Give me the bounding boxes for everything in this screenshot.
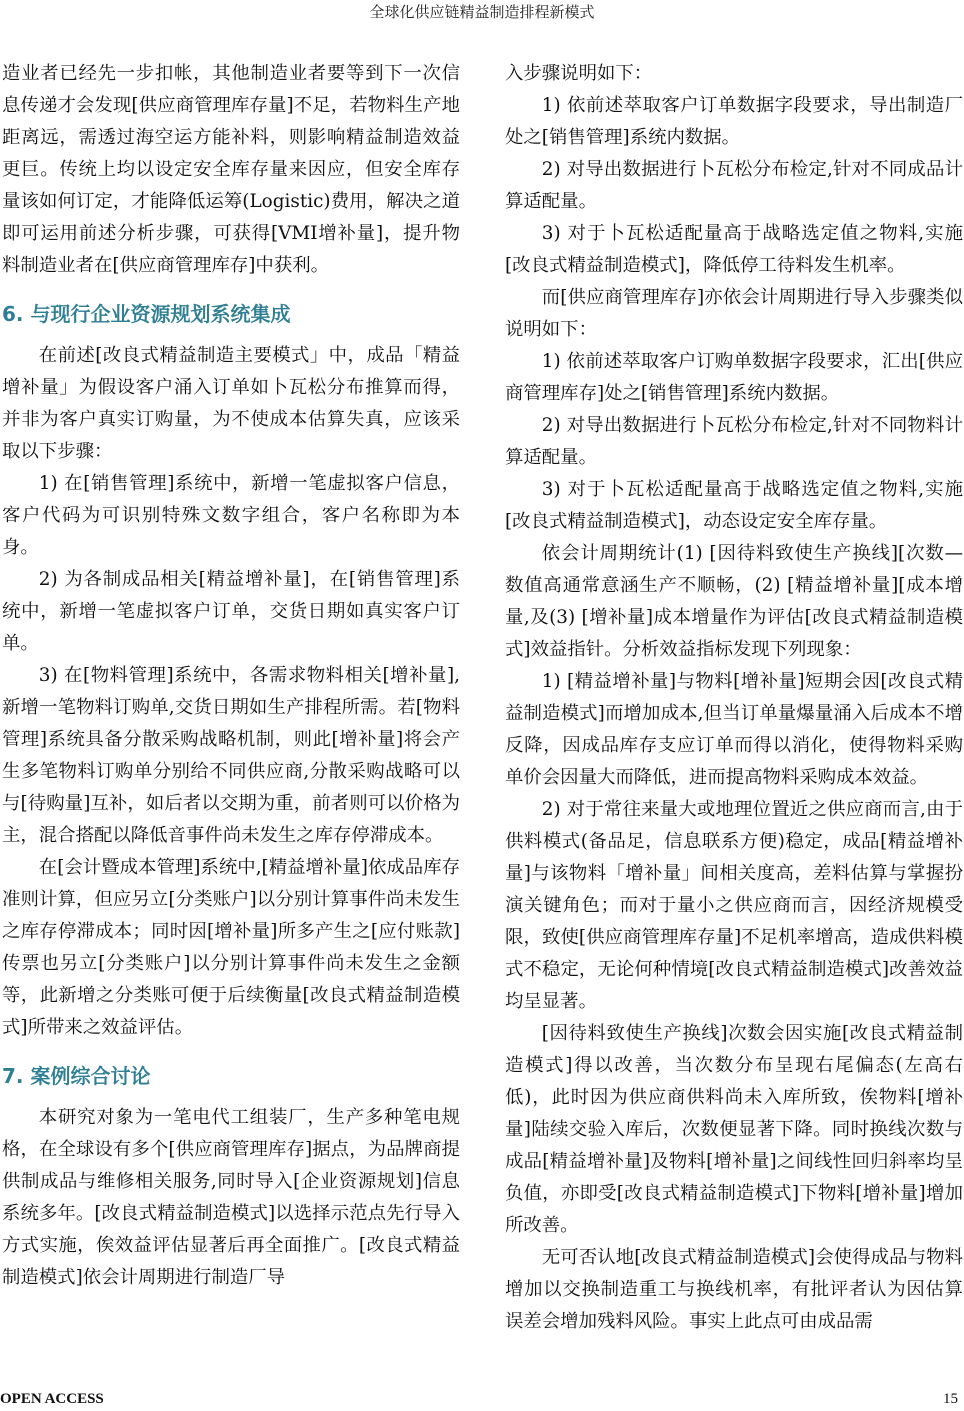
list-item: 1) 依前述萃取客户订购单数据字段要求，汇出[供应商管理库存]处之[销售管理]系统内数据。 <box>505 351 963 404</box>
right-column <box>505 58 963 1338</box>
journal-label: OPEN ACCESS <box>0 1391 104 1407</box>
list-item: 1) 依前述萃取客户订单数据字段要求，导出制造厂处之[销售管理]系统内数据。 <box>505 95 963 148</box>
list-item: 3) 对于卜瓦松适配量高于战略选定值之物料,实施[改良式精益制造模式]，动态设定安全库存量。 <box>505 479 963 532</box>
list-item: 2) 对导出数据进行卜瓦松分布检定,针对不同成品计算适配量。 <box>505 159 963 212</box>
paragraph: 本研究对象为一笔电代工组装厂，生产多种笔电规格，在全球设有多个[供应商管理库存]据点，为品牌商提供制成品与维修相关服务,同时导入[企业资源规划]信息系统多年。[改良式精益制造模式]以选择示范点先行导入方式实施，俟效益评估显著后再全面推广。[改良式精益制造模式]依会计周期进行制造厂导 <box>2 1107 460 1288</box>
list-item: 1) 在[销售管理]系统中，新增一笔虚拟客户信息，客户代码为可识别特殊文数字组合，客户名称即为本身。 <box>2 473 460 558</box>
paragraph: 在[会计暨成本管理]系统中,[精益增补量]依成品库存准则计算，但应另立[分类账户]以分别计算事件尚未发生之库存停滞成本；同时因[增补量]所多产生之[应付账款]传票也另立[分类账户]以分别计算事件尚未发生之金额等，此新增之分类账可便于后续衡量[改良式精益制造模式]所带来之效益评估。 <box>2 857 460 1038</box>
paragraph: 入步骤说明如下： <box>505 63 653 84</box>
list-item: 2) 对于常往来量大或地理位置近之供应商而言,由于供料模式(备品足，信息联系方便)稳定，成品[精益增补量]与该物料「增补量」间相关度高，差料估算与掌握扮演关键角色；而对于量小之供应商而言，因经济规模受限，致使[供应商管理库存量]不足机率增高，造成供料模式不稳定，无论何种情境[改良式精益制造模式]改善效益均呈显著。 <box>505 799 963 1012</box>
section-heading-7: 7. 案例综合讨论 <box>2 1064 151 1088</box>
page-number: 15 <box>943 1391 958 1407</box>
paragraph: [因待料致使生产换线]次数会因实施[改良式精益制造模式]得以改善，当次数分布呈现右尾偏态(左高右低)，此时因为供应商供料尚未入库所致，俟物料[增补量]陆续交验入库后，次数便显著下降。同时换线次数与成品[精益增补量]及物料[增补量]之间线性回归斜率均呈负值，亦即受[改良式精益制造模式]下物料[增补量]增加所改善。 <box>505 1023 963 1236</box>
paragraph: 造业者已经先一步扣帐，其他制造业者要等到下一次信息传递才会发现[供应商管理库存量]不足，若物料生产地距离远，需透过海空运方能补料，则影响精益制造效益更巨。传统上均以设定安全库存量来因应，但安全库存量该如何订定，才能降低运筹(Logistic)费用，解决之道即可运用前述分析步骤，可获得[VMI增补量]，提升物料制造业者在[供应商管理库存]中获利。 <box>2 63 460 276</box>
paragraph: 在前述[改良式精益制造主要模式」中，成品「精益增补量」为假设客户涌入订单如卜瓦松分布推算而得，并非为客户真实订购量，为不使成本估算失真，应该采取以下步骤： <box>2 345 460 462</box>
list-item: 1) [精益增补量]与物料[增补量]短期会因[改良式精益制造模式]而增加成本,但当订单量爆量涌入后成本不增反降，因成品库存支应订单而得以消化，使得物料采购单价会因量大而降低，进而提高物料采购成本效益。 <box>505 671 963 788</box>
paragraph: 无可否认地[改良式精益制造模式]会使得成品与物料增加以交换制造重工与换线机率，有批评者认为因估算误差会增加残料风险。事实上此点可由成品需 <box>505 1247 963 1332</box>
section-heading-6: 6. 与现行企业资源规划系统集成 <box>2 302 291 326</box>
running-title: 全球化供应链精益制造排程新模式 <box>369 3 595 21</box>
list-item: 3) 在[物料管理]系统中，各需求物料相关[增补量],新增一笔物料订购单,交货日期如生产排程所需。若[物料管理]系统具备分散采购战略机制，则此[增补量]将会产生多笔物料订购单分别给不同供应商,分散采购战略可以与[待购量]互补，如后者以交期为重，前者则可以价格为主，混合搭配以降低音事件尚未发生之库存停滞成本。 <box>2 665 460 846</box>
list-item: 2) 对导出数据进行卜瓦松分布检定,针对不同物料计算适配量。 <box>505 415 963 468</box>
paragraph: 依会计周期统计(1) [因待料致使生产换线][次数—数值高通常意涵生产不顺畅，(2) [精益增补量][成本增量,及(3) [增补量]成本增量作为评估[改良式精益制造模式]效益指针。分析效益指标发现下列现象： <box>505 543 963 660</box>
paragraph: 而[供应商管理库存]亦依会计周期进行导入步骤类似说明如下： <box>505 287 963 340</box>
list-item: 2) 为各制成品相关[精益增补量]，在[销售管理]系统中，新增一笔虚拟客户订单，交货日期如真实客户订单。 <box>2 569 460 654</box>
list-item: 3) 对于卜瓦松适配量高于战略选定值之物料,实施[改良式精益制造模式]，降低停工待料发生机率。 <box>505 223 963 276</box>
left-column <box>2 58 460 1294</box>
